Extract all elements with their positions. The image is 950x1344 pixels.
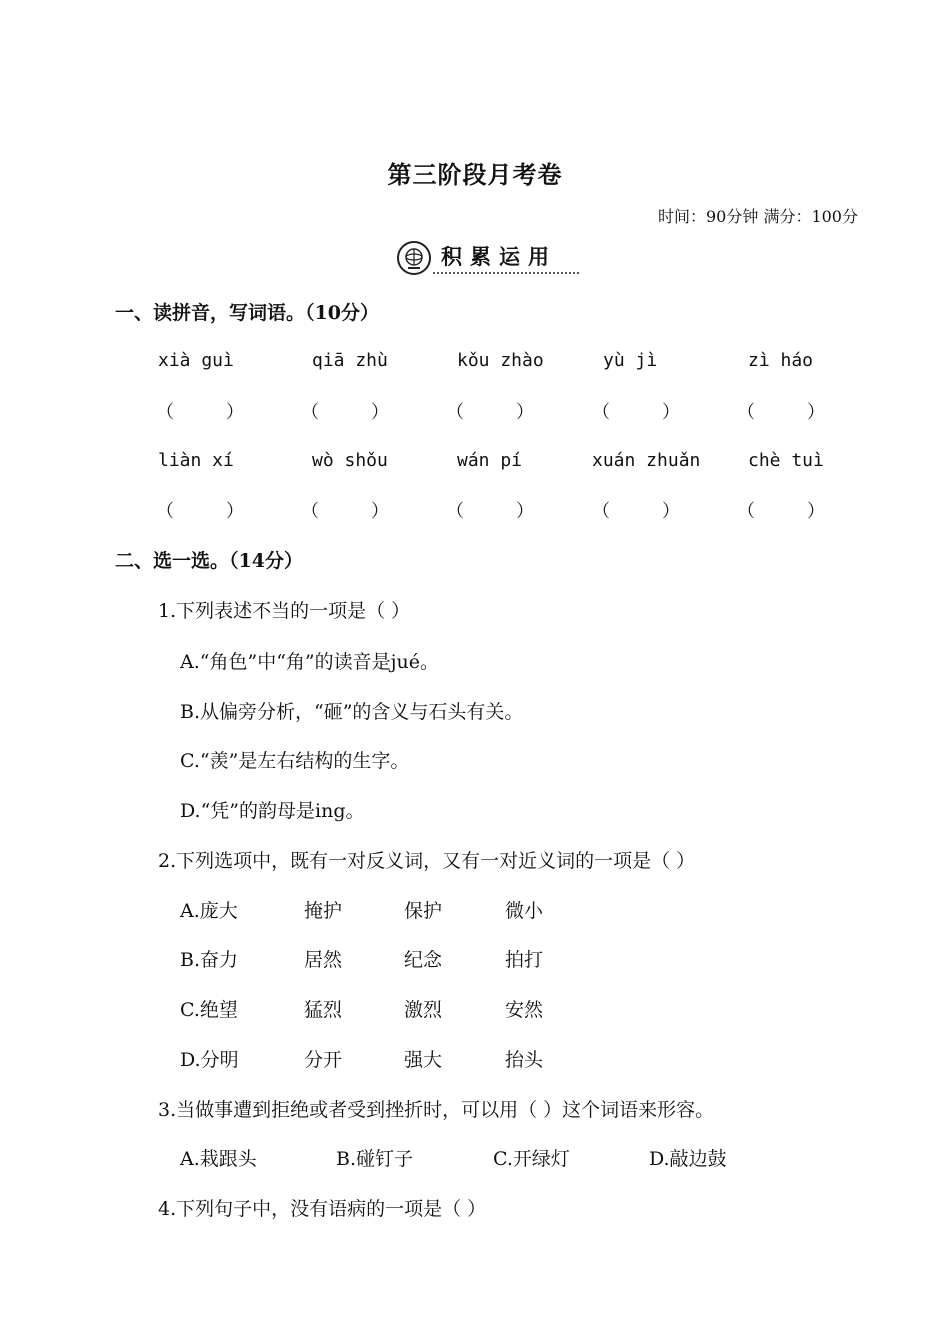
question-1-stem: 1.下列表述不当的一项是（ ） [158, 600, 411, 622]
q2-word: 居然 [304, 949, 343, 971]
pinyin-item: kǒu zhào [457, 350, 544, 371]
paren-close: ） [371, 402, 389, 423]
paren-open: （ [737, 402, 755, 423]
question-2-stem: 2.下列选项中，既有一对反义词，又有一对近义词的一项是（ ） [158, 850, 696, 872]
q3-option-a[interactable]: A.栽跟头 [180, 1148, 257, 1170]
paren-open: （ [446, 501, 464, 522]
pinyin-item: liàn xí [158, 450, 234, 471]
answer-blank[interactable] [592, 497, 680, 523]
paren-close: ） [807, 402, 825, 423]
paren-open: （ [446, 402, 464, 423]
part2-heading: 二、选一选。（14分） [115, 550, 303, 572]
pinyin-item: wò shǒu [312, 450, 388, 471]
q2-word: 微小 [505, 900, 544, 922]
q2-option-a[interactable]: A.庞大 [180, 900, 238, 922]
exam-meta: 时间：90分钟 满分：100分 [658, 207, 858, 226]
paren-close: ） [662, 402, 680, 423]
q2-word: 抬头 [505, 1049, 544, 1071]
question-4-stem: 4.下列句子中，没有语病的一项是（ ） [158, 1198, 487, 1220]
pinyin-item: yù jì [603, 350, 658, 371]
pinyin-item: xuán zhuǎn [592, 450, 701, 471]
q2-option-d[interactable]: D.分明 [180, 1049, 239, 1071]
paren-close: ） [662, 501, 680, 522]
badge-underline [433, 272, 579, 274]
q2-word: 纪念 [404, 949, 443, 971]
paren-open: （ [301, 501, 319, 522]
q1-option-b[interactable]: B.从偏旁分析，“砸”的含义与石头有关。 [180, 701, 524, 723]
paren-open: （ [156, 501, 174, 522]
answer-blank[interactable] [301, 497, 389, 523]
answer-blank[interactable] [156, 497, 244, 523]
pinyin-item: qiā zhù [312, 350, 388, 371]
answer-blank[interactable] [301, 398, 389, 424]
answer-blank[interactable] [737, 497, 825, 523]
page-title: 第三阶段月考卷 [387, 160, 563, 189]
paren-close: ） [516, 501, 534, 522]
answer-blank[interactable] [446, 398, 534, 424]
q1-option-c[interactable]: C.“羡”是左右结构的生字。 [180, 750, 410, 772]
q2-word: 猛烈 [304, 999, 343, 1021]
q2-word: 激烈 [404, 999, 443, 1021]
answer-blank[interactable] [737, 398, 825, 424]
answer-blank[interactable] [592, 398, 680, 424]
q3-option-b[interactable]: B.碰钉子 [336, 1148, 414, 1170]
q2-option-c[interactable]: C.绝望 [180, 999, 238, 1021]
section-badge [395, 238, 585, 278]
q2-word: 拍打 [505, 949, 544, 971]
pinyin-item: wán pí [457, 450, 523, 471]
answer-blank[interactable] [156, 398, 244, 424]
paren-open: （ [592, 501, 610, 522]
q3-option-c[interactable]: C.开绿灯 [493, 1148, 570, 1170]
q2-word: 分开 [304, 1049, 343, 1071]
q3-option-d[interactable]: D.敲边鼓 [649, 1148, 727, 1170]
q2-word: 保护 [404, 900, 443, 922]
paren-open: （ [592, 402, 610, 423]
paren-close: ） [226, 402, 244, 423]
pinyin-item: xià guì [158, 350, 234, 371]
paren-close: ） [226, 501, 244, 522]
paren-open: （ [301, 402, 319, 423]
answer-blank[interactable] [446, 497, 534, 523]
pinyin-item: zì háo [748, 350, 814, 371]
paren-close: ） [371, 501, 389, 522]
q2-word: 强大 [404, 1049, 443, 1071]
q2-word: 安然 [505, 999, 544, 1021]
paren-close: ） [516, 402, 534, 423]
q1-option-a[interactable]: A.“角色”中“角”的读音是jué。 [180, 651, 439, 673]
paren-close: ） [807, 501, 825, 522]
q1-option-d[interactable]: D.“凭”的韵母是ing。 [180, 800, 365, 822]
question-3-stem: 3.当做事遭到拒绝或者受到挫折时，可以用（ ）这个词语来形容。 [158, 1099, 715, 1121]
q2-option-b[interactable]: B.奋力 [180, 949, 239, 971]
paren-open: （ [737, 501, 755, 522]
paren-open: （ [156, 402, 174, 423]
pinyin-item: chè tuì [748, 450, 824, 471]
part1-heading: 一、读拼音，写词语。（10分） [115, 302, 379, 324]
section-badge-label: 积累运用 [441, 244, 557, 269]
q2-word: 掩护 [304, 900, 343, 922]
globe-icon [397, 241, 431, 275]
